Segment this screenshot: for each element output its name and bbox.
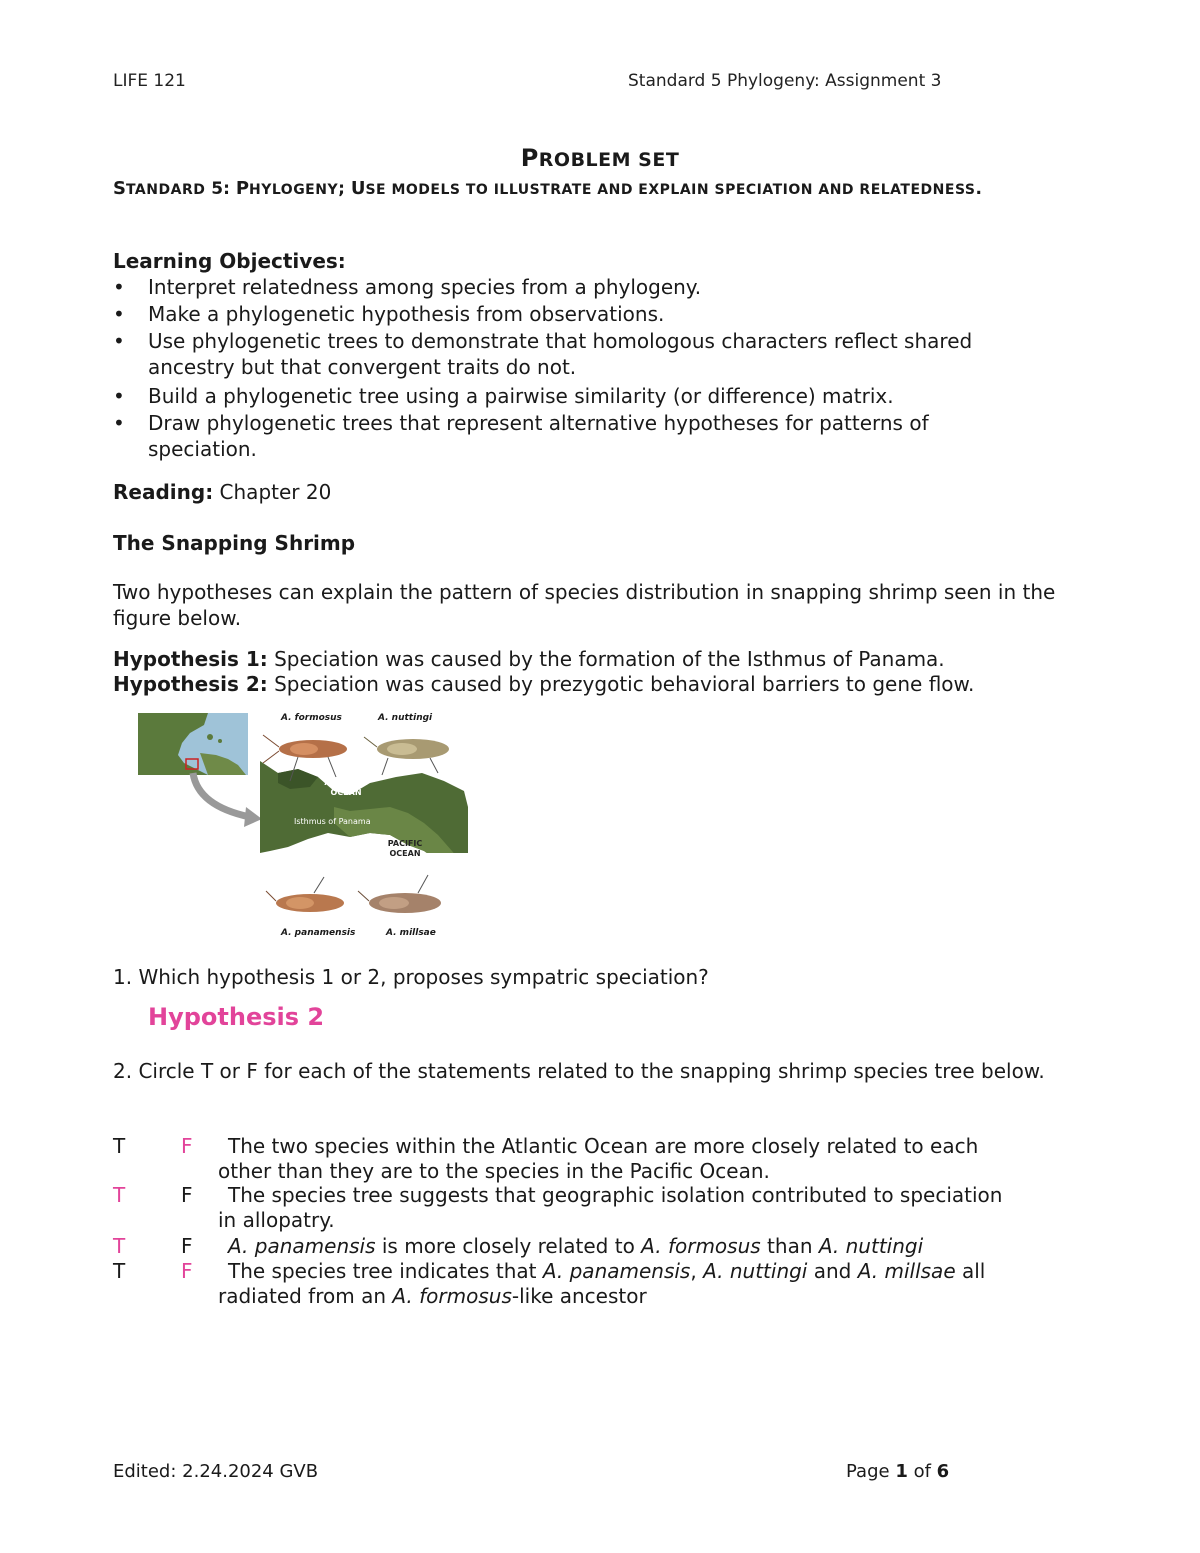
page-title: PROBLEM SET [520,144,680,172]
false-option[interactable]: F [181,1234,193,1258]
true-option[interactable]: T [113,1234,126,1258]
objective-item: • Build a phylogenetic tree using a pairwise similarity (or difference) matrix. [113,384,894,408]
header-course: LIFE 121 [113,71,186,91]
tf-statement-2: T F The species tree suggests that geographic isolation contributed to speciation in allopatry. [113,1183,1003,1232]
section-title: The Snapping Shrimp [113,531,356,555]
pacific-ocean-label: PACIFIC OCEAN [387,839,423,858]
objectives-heading: Learning Objectives: [113,249,346,273]
footer-page-number: Page 1 of 6 [846,1461,950,1482]
standard-statement: STANDARD 5: PHYLOGENY; USE MODELS TO ILLUSTRATE AND EXPLAIN SPECIATION AND RELATEDNESS. [113,178,982,199]
objective-item: • Interpret relatedness among species from a phylogeny. [113,275,702,299]
atlantic-ocean-label: ATLANTIC OCEAN [324,778,368,797]
objective-item: • Draw phylogenetic trees that represent alternative hypotheses for patterns of speciation. [113,411,929,461]
intro-paragraph: Two hypotheses can explain the pattern of species distribution in snapping shrimp seen in the figure below. [113,580,1056,630]
true-option[interactable]: T [113,1183,126,1207]
true-option[interactable]: T [113,1134,126,1158]
hypothesis-1: Hypothesis 1: Speciation was caused by the formation of the Isthmus of Panama. [113,647,945,671]
question-1: 1. Which hypothesis 1 or 2, proposes sympatric speciation? [113,965,709,989]
species-label-nuttingi: A. nuttingi [378,713,433,723]
question-2: 2. Circle T or F for each of the statements related to the snapping shrimp species tree below. [113,1059,1045,1083]
tf-statement-1: T F The two species within the Atlantic Ocean are more closely related to each other than they are to the species in the Pacific Ocean. [113,1134,979,1183]
hypothesis-2: Hypothesis 2: Speciation was caused by prezygotic behavioral barriers to gene flow. [113,672,975,696]
snapping-shrimp-figure [138,711,470,939]
header-assignment: Standard 5 Phylogeny: Assignment 3 [628,71,942,91]
species-label-panamensis: A. panamensis [281,928,356,938]
species-label-millsae: A. millsae [386,928,436,938]
false-option[interactable]: F [181,1134,193,1158]
tf-statement-3: T F A. panamensis is more closely related to A. formosus than A. nuttingi [113,1234,924,1258]
objective-item: • Use phylogenetic trees to demonstrate that homologous characters reflect shared ancestry but that convergent traits do not. [113,329,973,379]
objective-item: • Make a phylogenetic hypothesis from observations. [113,302,665,326]
footer-edited: Edited: 2.24.2024 GVB [113,1461,319,1482]
false-option[interactable]: F [181,1183,193,1207]
reading-line: Reading: Chapter 20 [113,480,332,504]
question-1-answer: Hypothesis 2 [148,1003,325,1031]
tf-statement-4: T F The species tree indicates that A. panamensis, A. nuttingi and A. millsae all radiated from an A. formosus-like ancestor [113,1259,986,1308]
true-option[interactable]: T [113,1259,126,1283]
false-option[interactable]: F [181,1259,193,1283]
species-label-formosus: A. formosus [281,713,342,723]
isthmus-label: Isthmus of Panama [294,817,371,826]
